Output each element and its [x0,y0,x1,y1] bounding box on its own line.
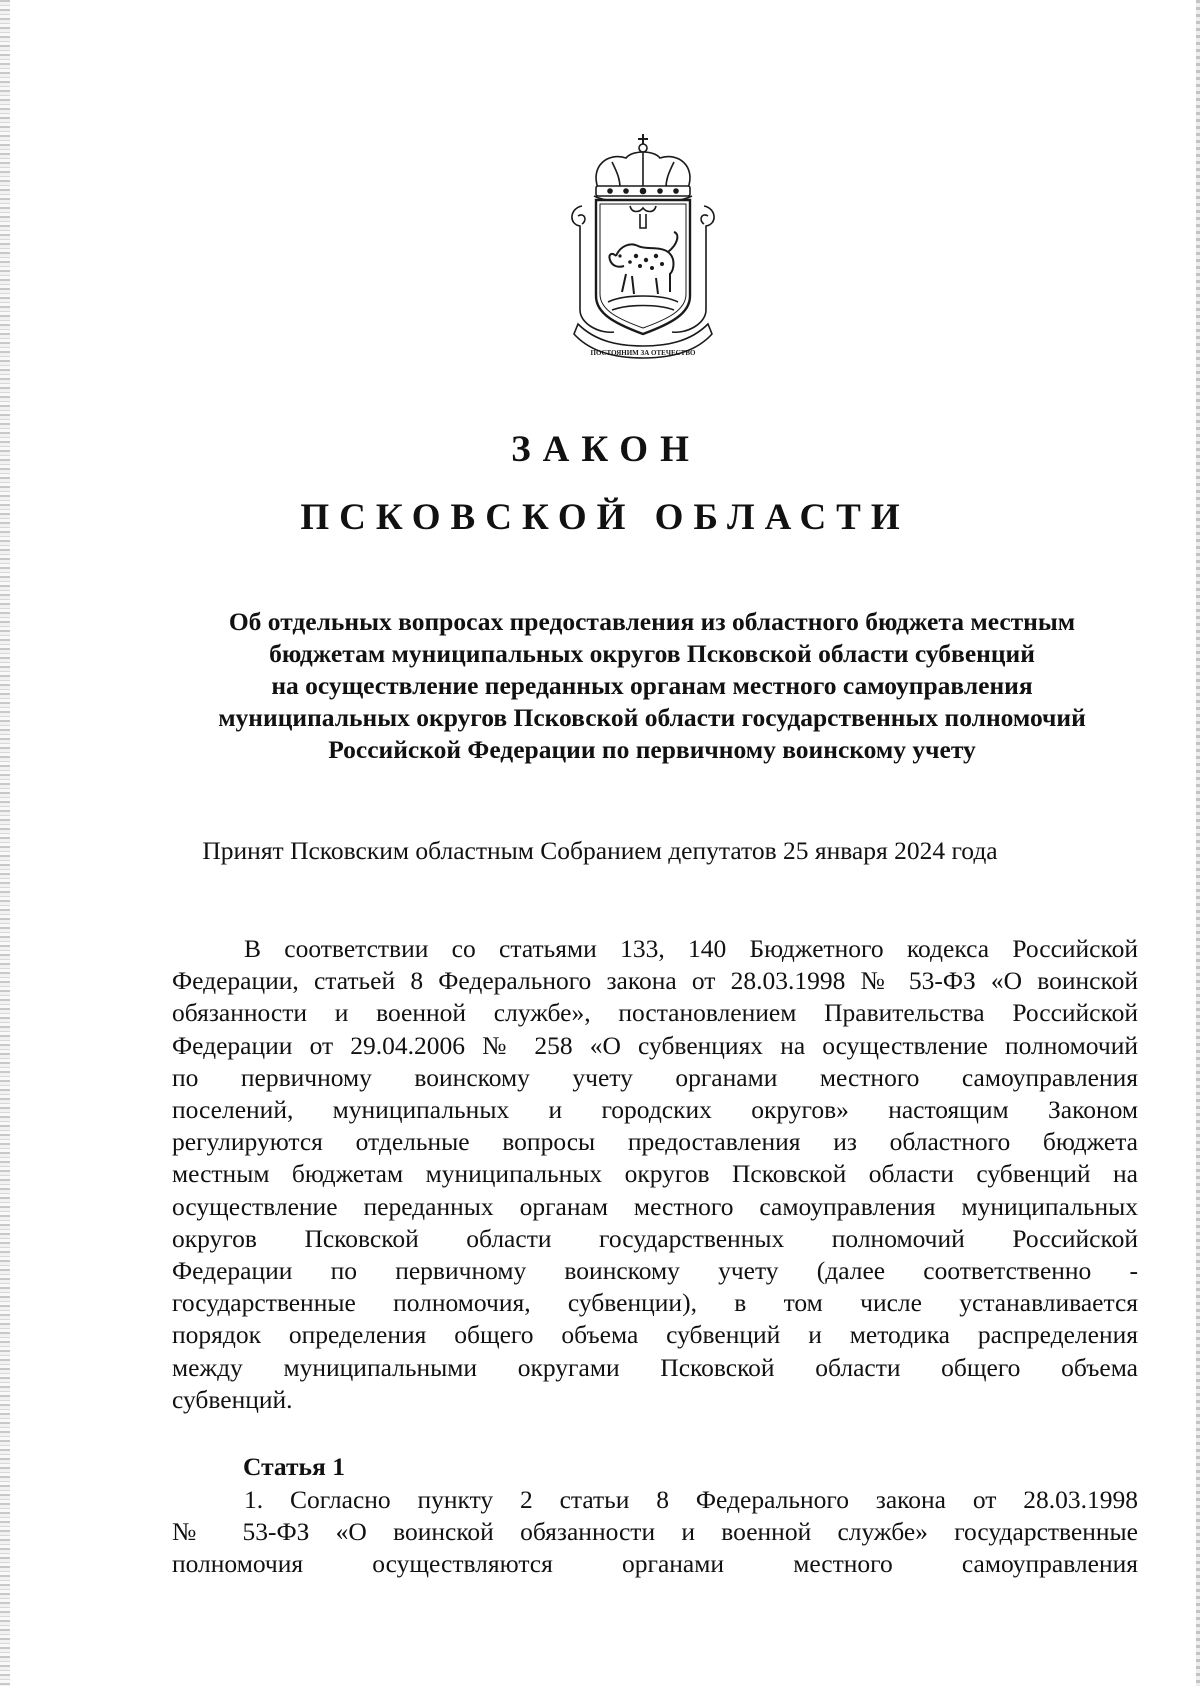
law-name-line: бюджетам муниципальных округов Псковской области субвенций [269,639,1035,668]
preamble [172,933,1138,1416]
preamble-line: Федерации, статьей 8 Федерального закона от 28.03.1998 № 53-ФЗ «О воинской [172,966,1138,996]
emblem-motto: ПОСТОЯНИМ ЗА ОТЕЧЕСТВО [590,349,696,357]
preamble-line: регулируются отдельные вопросы предоставления из областного бюджета [172,1127,1138,1157]
law-name [160,606,1144,766]
preamble-line: порядок определения общего объема субвенций и методика распределения [172,1320,1138,1350]
article-1-line: 1. Согласно пункту 2 статьи 8 Федерального закона от 28.03.1998 [244,1485,1138,1514]
article-1-line: полномочия осуществляются органами местного самоуправления [172,1549,1138,1579]
preamble-line: обязанности и военной службе», постановлением Правительства Российской [172,998,1138,1028]
document-region-title: ПСКОВСКОЙ ОБЛАСТИ [300,497,910,538]
law-name-line: Российской Федерации по первичному воинскому учету [328,735,976,764]
article-1-text [172,1484,1138,1581]
article-1-line: № 53-ФЗ «О воинской обязанности и военной службе» государственные [172,1517,1138,1547]
preamble-line: Федерации по первичному воинскому учету (далее соответственно - [172,1256,1138,1286]
preamble-line: поселений, муниципальных и городских округов» настоящим Законом [172,1095,1138,1125]
preamble-line: субвенций. [172,1384,293,1414]
preamble-line: В соответствии со статьями 133, 140 Бюджетного кодекса Российской [244,934,1138,963]
law-name-line: на осуществление переданных органам местного самоуправления [271,671,1033,700]
document-type-title: ЗАКОН [511,429,701,470]
adoption-note: Принят Псковским областным Собранием депутатов 25 января 2024 года [202,836,998,865]
pskov-oblast-coat-of-arms-icon [560,128,726,368]
preamble-line: между муниципальными округами Псковской области общего объема [172,1352,1138,1382]
preamble-line: местным бюджетам муниципальных округов Псковской области субвенций на [172,1159,1138,1189]
law-name-line: Об отдельных вопросах предоставления из областного бюджета местным [228,607,1076,636]
preamble-line: по первичному воинскому учету органами местного самоуправления [172,1062,1138,1092]
preamble-line: Федерации от 29.04.2006 № 258 «О субвенциях на осуществление полномочий [172,1030,1138,1060]
preamble-line: округов Псковской области государственных полномочий Российской [172,1223,1138,1253]
preamble-line: осуществление переданных органам местного самоуправления муниципальных [172,1191,1138,1221]
preamble-line: государственные полномочия, субвенции), в том числе устанавливается [172,1288,1138,1318]
law-name-line: муниципальных округов Псковской области государственных полномочий [218,703,1086,732]
article-1-heading: Статья 1 [243,1452,345,1481]
